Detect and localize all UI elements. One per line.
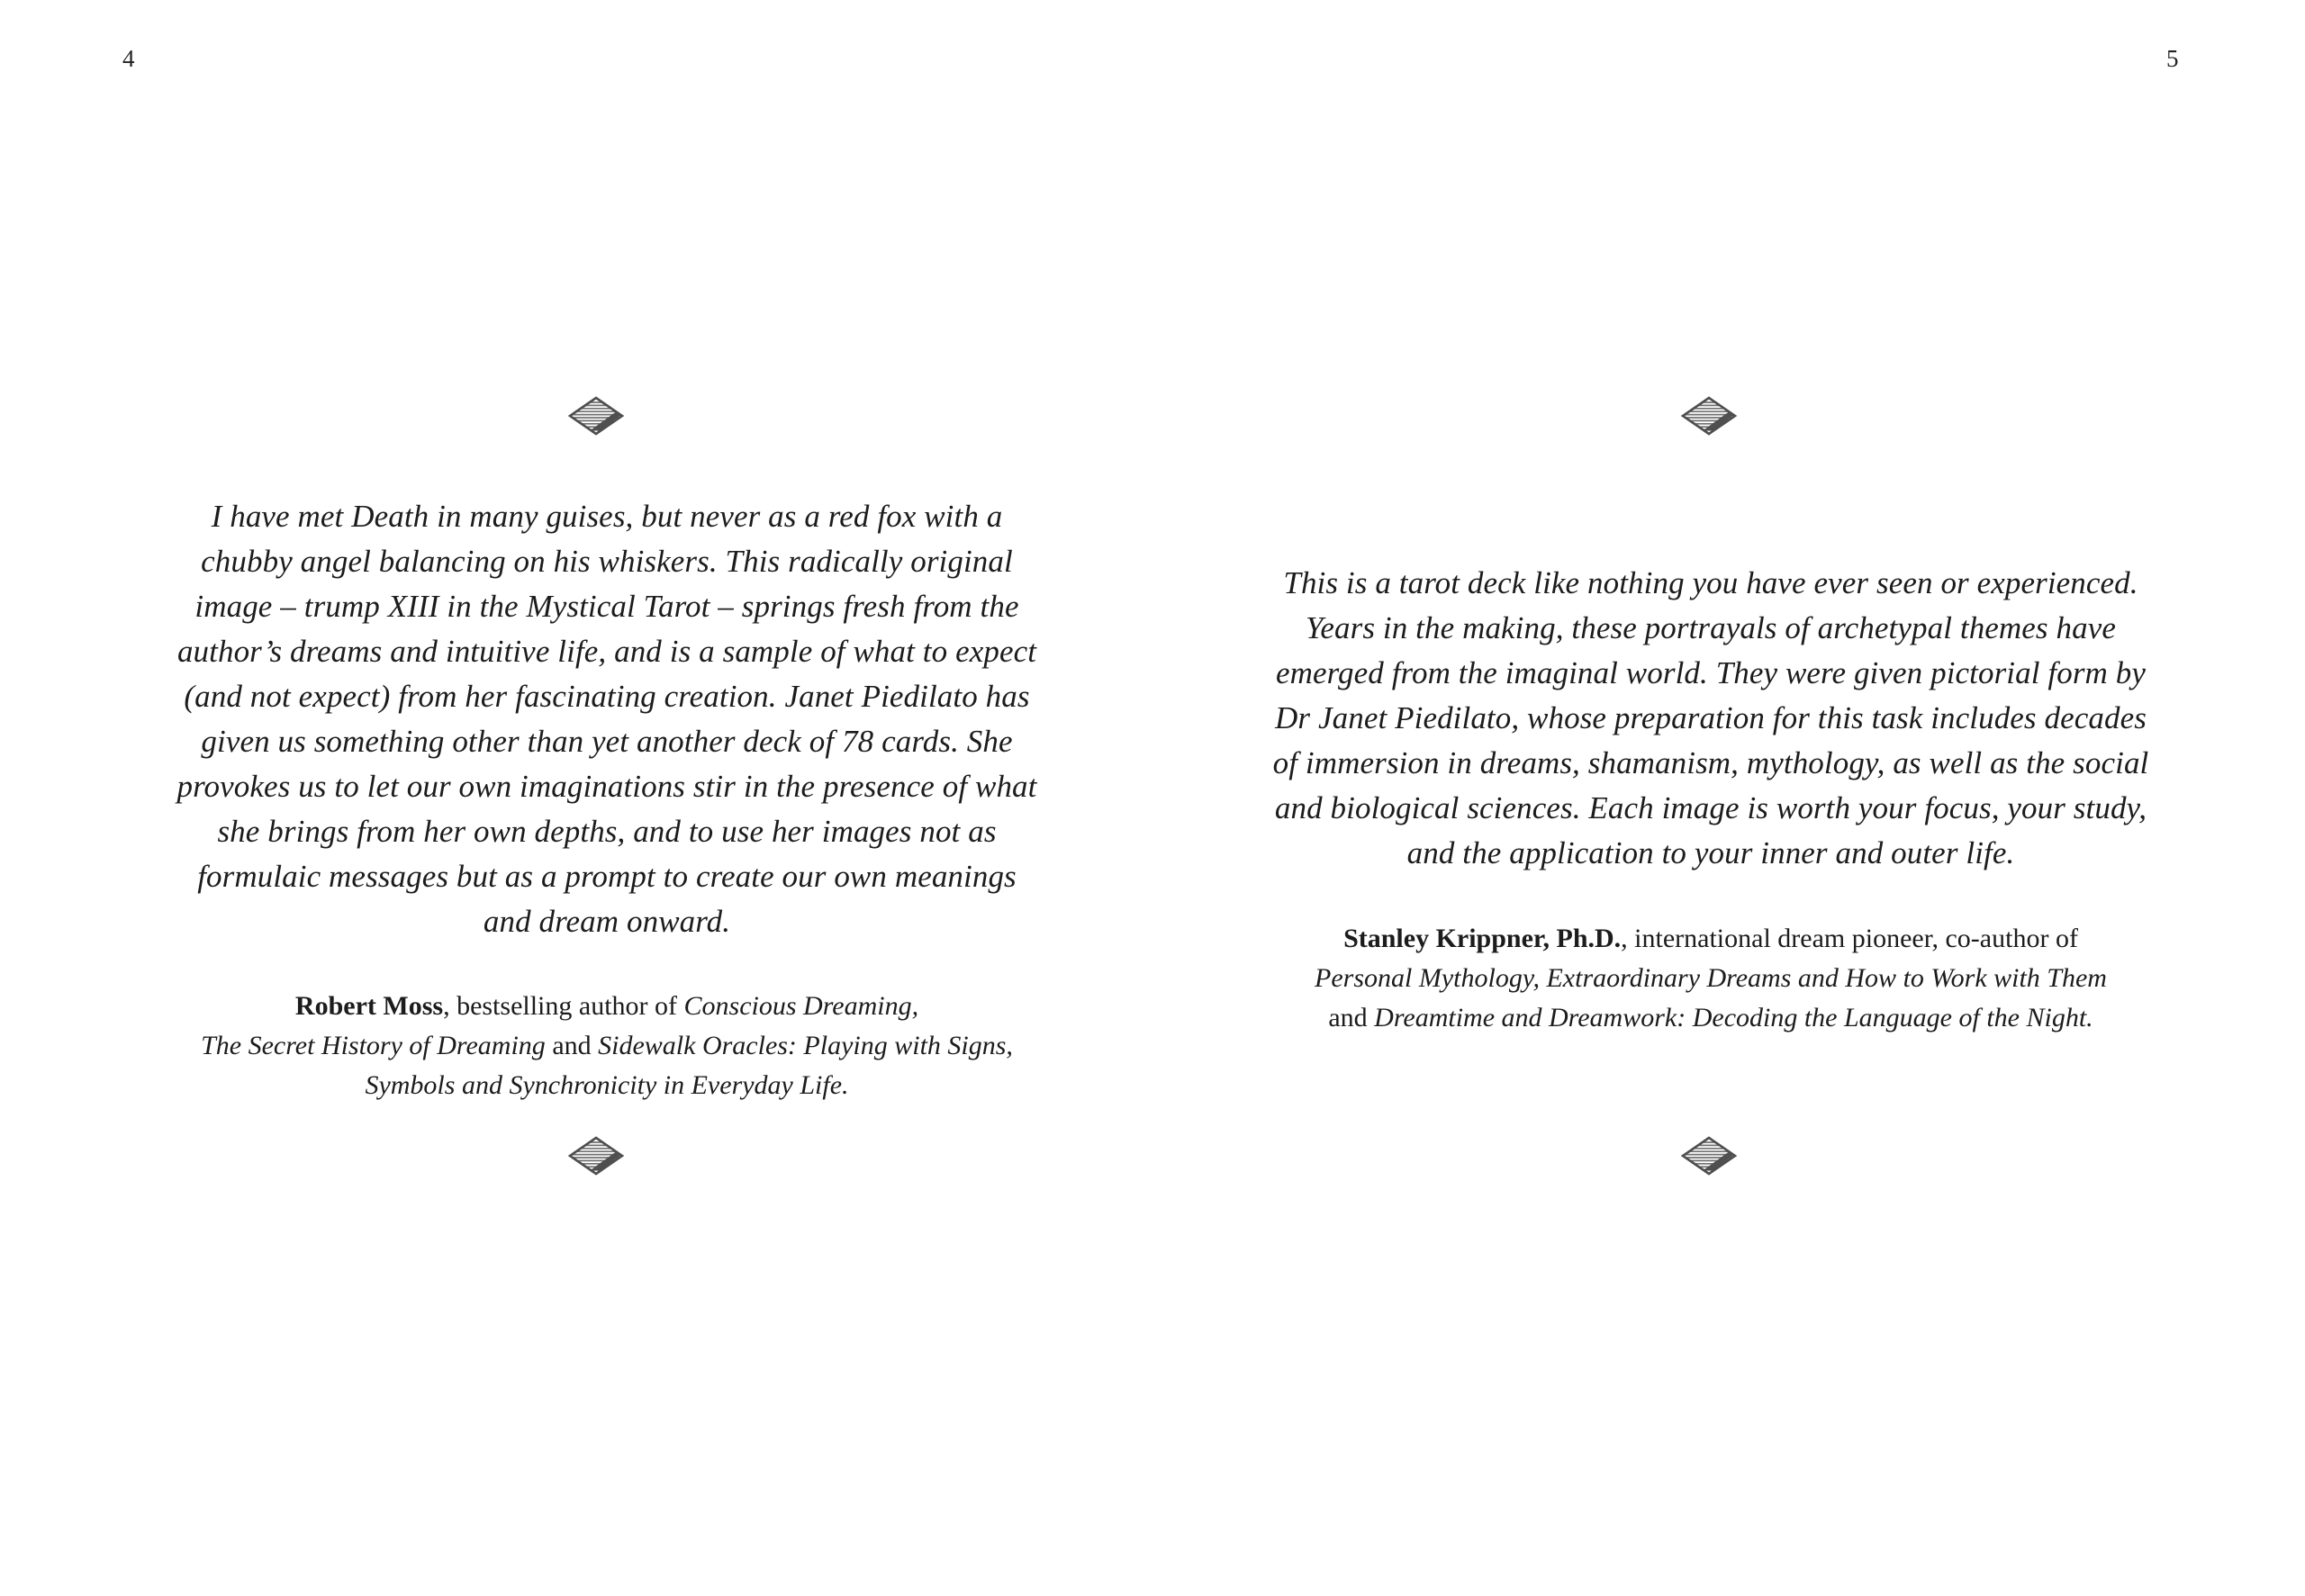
hatched-diamond-icon <box>1680 396 1738 436</box>
page-number-left: 4 <box>122 45 135 72</box>
quote-stanley-krippner <box>1255 561 2166 876</box>
book-title: Dreamtime and Dreamwork: Decoding the Language of the Night. <box>1374 1003 2093 1032</box>
quote-line: formulaic messages but as a prompt to create our own meanings <box>197 859 1017 894</box>
book-title: Personal Mythology, Extraordinary Dreams and How to Work with Them <box>1315 963 2107 993</box>
quote-line: of immersion in dreams, shamanism, mythology, as well as the social <box>1272 745 2149 780</box>
quote-line: This is a tarot deck like nothing you have ever seen or experienced. <box>1283 565 2138 600</box>
quote-line: I have met Death in many guises, but never as a red fox with a <box>211 499 1003 534</box>
attribution-robert-moss <box>151 987 1062 1105</box>
hatched-diamond-icon <box>567 1136 625 1176</box>
book-title: The Secret History of Dreaming <box>201 1031 546 1060</box>
quote-line: Dr Janet Piedilato, whose preparation for this task includes decades <box>1275 700 2147 735</box>
quote-line: and biological sciences. Each image is worth your focus, your study, <box>1274 790 2147 825</box>
author-name: Robert Moss <box>294 991 444 1021</box>
author-descriptor: , international dream pioneer, co-author of <box>1621 924 2078 953</box>
attribution-line <box>151 987 1062 1026</box>
hatched-diamond-icon <box>567 396 625 436</box>
attribution-line <box>1255 959 2166 998</box>
attribution-line <box>1255 919 2166 959</box>
attribution-line <box>151 1066 1062 1105</box>
quote-line: (and not expect) from her fascinating creation. Janet Piedilato has <box>184 679 1030 714</box>
attribution-line <box>1255 998 2166 1038</box>
quote-line: she brings from her own depths, and to use her images not as <box>217 814 997 849</box>
quote-line: image – trump XIII in the Mystical Tarot – springs fresh from the <box>194 589 1019 624</box>
hatched-diamond-icon <box>1680 1136 1738 1176</box>
quote-line: emerged from the imaginal world. They were given pictorial form by <box>1275 655 2147 690</box>
conjunction: and <box>1328 1003 1375 1032</box>
book-title: Symbols and Synchronicity in Everyday Life. <box>365 1070 849 1100</box>
quote-line: chubby angel balancing on his whiskers. This radically original <box>201 544 1013 579</box>
quote-line: author’s dreams and intuitive life, and is a sample of what to expect <box>176 634 1037 669</box>
author-name: Stanley Krippner, Ph.D. <box>1343 924 1622 953</box>
conjunction: and <box>545 1031 599 1060</box>
book-title: Sidewalk Oracles: Playing with Signs, <box>598 1031 1013 1060</box>
quote-robert-moss <box>151 494 1062 944</box>
quote-line: given us something other than yet another deck of 78 cards. She <box>201 724 1013 759</box>
book-title: Conscious Dreaming, <box>683 991 919 1021</box>
author-descriptor: , bestselling author of <box>443 991 684 1021</box>
right-page <box>1152 0 2305 1596</box>
quote-line: and dream onward. <box>483 904 731 939</box>
quote-line: provokes us to let our own imaginations stir in the presence of what <box>176 769 1037 804</box>
left-page <box>0 0 1152 1596</box>
quote-line: and the application to your inner and outer life. <box>1406 835 2015 870</box>
attribution-stanley-krippner <box>1255 919 2166 1038</box>
quote-line: Years in the making, these portrayals of archetypal themes have <box>1306 610 2116 645</box>
attribution-line <box>151 1026 1062 1066</box>
page-number-right: 5 <box>2166 45 2179 72</box>
